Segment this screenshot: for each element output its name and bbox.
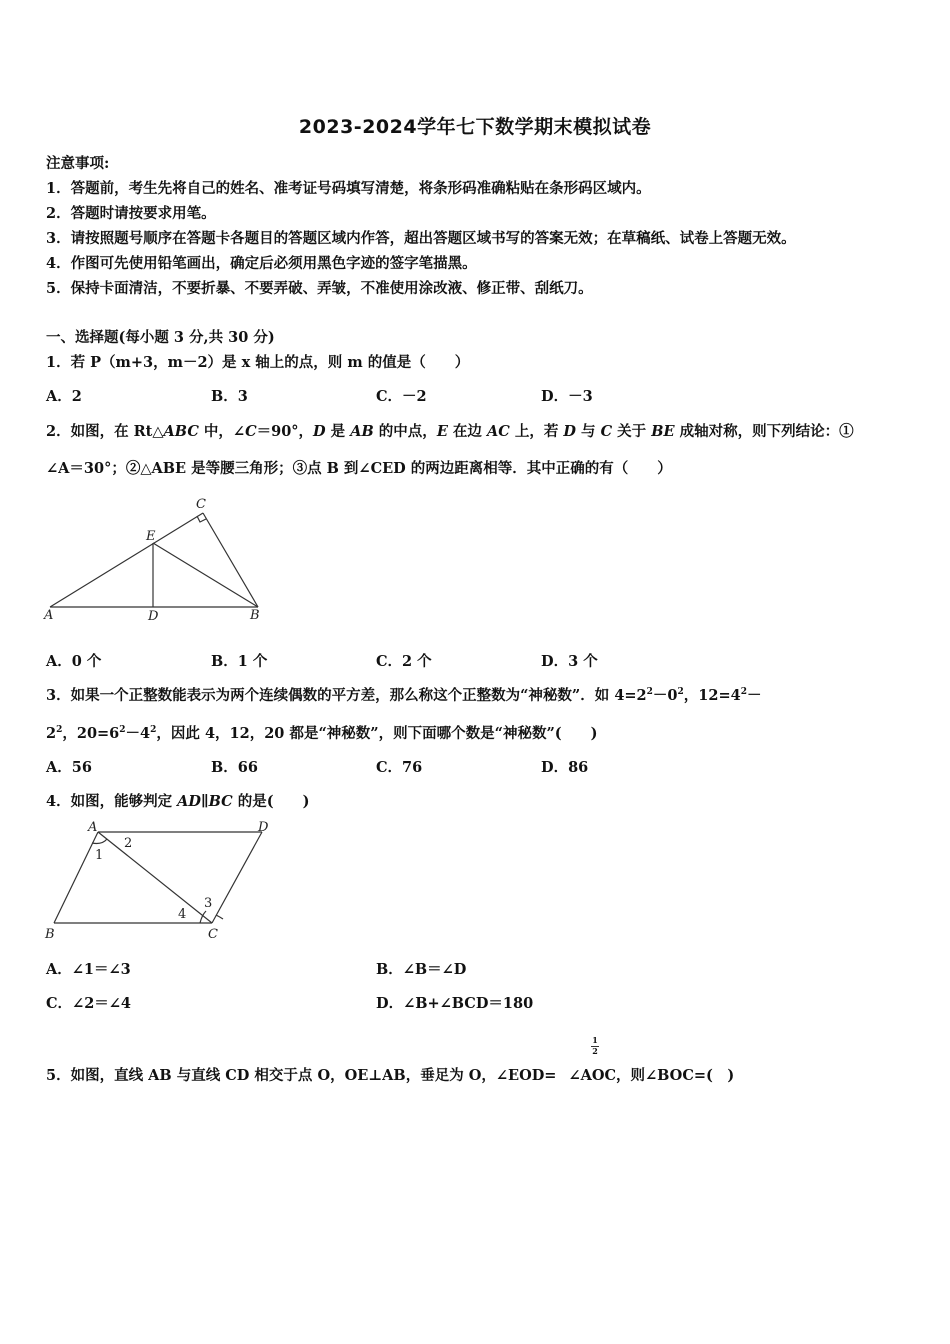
q2-label-c: C [196,497,206,512]
q4-label-a: A [88,820,98,835]
q4-label-d: D [258,820,269,835]
q1-stem: 1．若 P（m+3，m－2）是 x 轴上的点，则 m 的值是（ ） [46,354,470,371]
q4-option-b: B．∠B＝∠D [376,961,467,978]
q1-option-c: C．－2 [376,388,427,405]
q2-stem-line2: ∠A＝30°；②△ABE 是等腰三角形；③点 B 到∠CED 的两边距离相等．其中正确的有（ ） [46,460,672,477]
notice-item-4: 4．作图可先使用铅笔画出，确定后必须用黑色字迹的签字笔描黑。 [46,255,477,272]
q4-label-2: 2 [124,836,133,851]
q3-stem-line1: 3．如果一个正整数能表示为两个连续偶数的平方差，那么称这个正整数为“神秘数”．如 $4=2^2-0^2$，$12=4^2-$ [46,687,762,704]
notice-item-5: 5．保持卡面清洁，不要折暴、不要弄破、弄皱，不准使用涂改液、修正带、刮纸刀。 [46,280,593,297]
q5-stem: 5．如图，直线 AB 与直线 CD 相交于点 O，OE⊥AB，垂足为 O，∠EOD= ∠AOC，则∠BOC=( ) [46,1067,735,1084]
q5-fraction-numerator: 1 [592,1035,598,1045]
q2-option-a: A．0 个 [46,653,102,670]
q3-stem-line2: $2^2$，$20=6^2-4^2$，因此 4，12，20 都是“神秘数”，则下面哪个数是“神秘数”( ) [46,725,598,742]
q2-option-d: D．3 个 [541,653,598,670]
section-heading: 一、选择题(每小题 3 分,共 30 分) [46,329,275,346]
q5-fraction [590,1036,600,1056]
q1-option-b: B．3 [211,388,248,405]
q4-stem: 4．如图，能够判定 AD∥BC 的是( ) [46,793,310,810]
q4-label-1: 1 [95,848,104,863]
q2-option-c: C．2 个 [376,653,432,670]
q2-label-e: E [146,529,156,544]
q2-label-a: A [44,608,54,623]
notice-item-1: 1．答题前，考生先将自己的姓名、准考证号码填写清楚，将条形码准确粘贴在条形码区域内。 [46,180,651,197]
q3-option-a: A．56 [46,759,92,776]
q2-stem-line1: 2．如图，在 Rt△ABC 中，∠C＝90°，D 是 AB 的中点，E 在边 AC 上，若 D 与 C 关于 BE 成轴对称，则下列结论：① [46,423,854,440]
notice-heading: 注意事项: [46,155,110,172]
q4-label-c: C [208,927,218,942]
q4-option-d: D．∠B+∠BCD＝180 [376,995,534,1012]
notice-item-3: 3．请按照题号顺序在答题卡各题目的答题区域内作答，超出答题区域书写的答案无效；在草稿纸、试卷上答题无效。 [46,230,796,247]
q1-option-d: D．－3 [541,388,593,405]
q1-option-a: A．2 [46,388,82,405]
q3-option-d: D．86 [541,759,589,776]
q2-label-d: D [148,609,159,624]
q4-label-4: 4 [178,907,187,922]
notice-item-2: 2．答题时请按要求用笔。 [46,205,216,222]
q4-label-3: 3 [204,896,213,911]
q3-option-c: C．76 [376,759,423,776]
q5-fraction-denominator: 2 [592,1046,598,1056]
q4-option-c: C．∠2＝∠4 [46,995,132,1012]
q2-option-b: B．1 个 [211,653,268,670]
q2-label-b: B [250,608,260,623]
q4-option-a: A．∠1＝∠3 [46,961,131,978]
q2-triangle-figure [40,492,280,627]
q4-label-b: B [45,927,55,942]
q3-option-b: B．66 [211,759,258,776]
page-title: 2023-2024学年七下数学期末模拟试卷 [298,116,652,138]
q4-parallelogram-figure [40,815,280,945]
